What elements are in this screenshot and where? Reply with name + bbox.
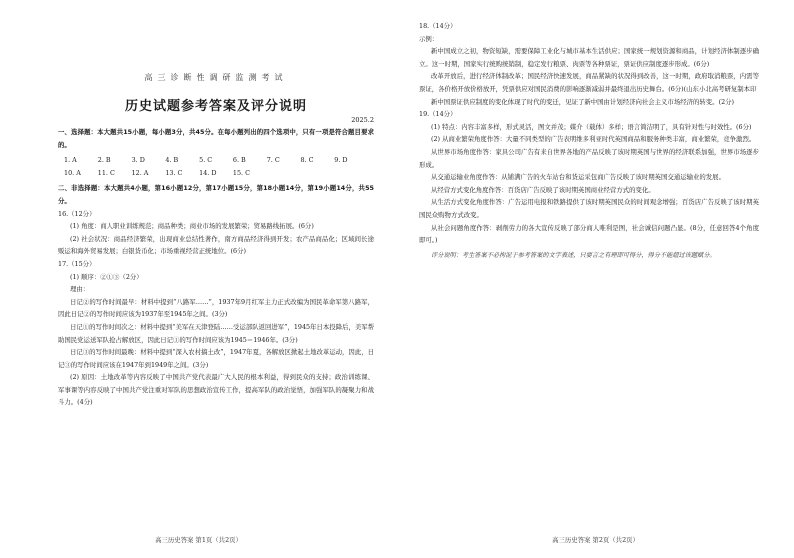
question-16-title: 16.（12分） — [58, 209, 96, 218]
section-1-title: 一、选择题：本大题共15小题，每小题3分，共45分。在每小题列出的四个选项中，只有一项是符合题目要求的。 — [58, 128, 374, 149]
mc-answer: 9. D — [334, 156, 348, 165]
question-19-answer-2: (2) 从商业繁荣角度作答：大量不同类型的广告表明维多利亚时代英国商品和服务种类丰富，商业繁荣，竞争激烈。 — [431, 135, 756, 144]
page-2-content — [419, 20, 759, 262]
question-17-answer-2: (2) 原因：土地改革等内容反映了中国共产党代表最广大人民的根本利益，得到民众的支持；政治训练课、军事课等内容反映了中国共产党注重对军队的思想政治宣传工作，提高军队的政治觉悟，加强军队的凝聚力和战斗力。(4分) — [58, 373, 374, 407]
question-17-reason-2: 日记①的写作时间次之：材料中提到“美军在天津登陆……受运部队返回进军”，1945年日本投降后，美军帮助国民党运送军队抢占解放区，因此日记①的写作时间应该为1945＝1946年。(3分) — [58, 322, 374, 344]
question-18-paragraph-1: 新中国成立之初，物资短缺，需要保障工业化与城市基本生活供应；国家统一规划资源和商品，计划经济体制逐步确立。这一时期，国家实行统购统销制，稳定发行粮票、肉票等各种票证，票证供应制度逐步形成。(6分) — [419, 47, 759, 68]
document-title: 历史试题参考答案及评分说明 — [124, 99, 307, 114]
document-date: 2025.2 — [351, 116, 374, 124]
question-16-answer-2: (2) 社会状况：商品经济繁荣，出现商业总结性著作，南方商品经济得到开发；农产品商品化；区域间长途贩运和海外贸易发展；白银货币化；市场重视经营正统地位。(6分) — [58, 234, 374, 256]
question-19-angle-transport: 从交通运输业角度作答：从铺满广告的火车站台和货运采包商广告反映了该时期英国交通运输业的发展。 — [431, 173, 725, 182]
mc-answer-row-1 — [58, 154, 374, 167]
page-1-footer: 高三历史答案 第1页（共2页） — [155, 536, 242, 544]
scoring-note: 评分说明：考生答案不必拘泥于参考答案的文字表述，只要言之有理即可得分，得分不能超过该题赋分。 — [431, 251, 716, 259]
question-19-angle-lifestyle: 从生活方式变化角度作答：广告运用电报和铁路提供了该时期英国民众的时间观念增强；百货店广告反映了该时期英国民众购物方式改变。 — [419, 198, 759, 219]
question-19-angle-business-mode: 从经营方式变化角度作答：百货店广告反映了该时期英国商业经营方式的变化。 — [431, 185, 655, 194]
mc-answer: 11. C — [97, 168, 115, 177]
question-19-answer-1: (1) 特点：内容丰富多样，形式灵活，图文并茂；媒介（载体）多样；语言简洁明了，具有针对性与时效性。(6分) — [431, 122, 752, 131]
mc-answer: 6. B — [232, 156, 246, 165]
question-17-reason-label: 理由： — [70, 285, 90, 294]
mc-answer: 2. B — [97, 156, 111, 165]
question-18-example-label: 示例： — [419, 34, 439, 43]
mc-answer: 5. C — [199, 156, 213, 165]
question-17-reason-1: 日记②的写作时间最早：材料中提到“八路军……”，1937年9月红军主力正式改编为国民革命军第八路军，因此日记②的写作时间应该为1937年至1945年之间。(3分) — [58, 297, 374, 319]
mc-answer: 13. C — [165, 168, 183, 177]
mc-answer: 15. C — [232, 168, 250, 177]
question-19-angle-world-market: 从世界市场角度作答：家具公司广告有来自世界各地的产品反映了该时期英国与世界的经济联系加强，世界市场逐步形成。 — [419, 147, 759, 169]
question-17-title: 17.（15分） — [58, 259, 96, 268]
page-1-content — [58, 58, 374, 409]
mc-answer: 3. D — [131, 156, 145, 165]
mc-answer-row-2 — [58, 167, 374, 180]
section-2-title: 二、非选择题：本大题共4小题，第16小题12分，第17小题15分，第18小题14分，第19小题14分，共55分。 — [58, 184, 374, 205]
question-18-paragraph-2: 改革开放后，进行经济体制改革；国民经济快速发展，商品紧缺的状况得到改善，这一时期，政府取消粮票，内需等票证，各价格开放价格放开，凭票供应对国民消费的影响逐渐减弱并最终退出历史舞台。(6分)(山东小北高考研复制本印 — [419, 72, 759, 93]
question-18-title: 18.（14分） — [419, 22, 457, 30]
question-17-order: (1) 顺序：②①③（2分） — [70, 272, 143, 281]
question-19-angle-social-problem: 从社会问题角度作答：剥削劳力的各大宣传反映了部分商人唯利是图，社会诚信问题凸显。(8分，任意回答4个角度即可。) — [419, 223, 759, 245]
question-18-paragraph-3: 新中国票证供应制度的变化体现了时代的变迁，见证了新中国由计划经济向社会主义市场经济的转变。(2分) — [431, 97, 735, 106]
exam-header: 高三诊断性调研监测考试 — [144, 73, 288, 82]
question-16-answer-1: (1) 角度：商人职业训练规范；商品种类；商业市场的发展繁荣；贸易路线拓展。(6分) — [70, 222, 314, 231]
mc-answer: 4. B — [165, 156, 179, 165]
mc-answer: 10. A — [64, 168, 81, 177]
question-17-reason-3: 日记③的写作时间最晚：材料中提到“深入农村搞土改”，1947年夏，各解放区掀起土地改革运动，因此，日记③的写作时间应该在1947年到1949年之间。(3分) — [58, 348, 374, 369]
page-2-footer: 高三历史答案 第2页（共2页） — [552, 536, 639, 544]
mc-answer: 8. C — [300, 156, 314, 165]
mc-answer: 1. A — [64, 156, 77, 165]
answer-page-2 — [397, 0, 794, 558]
question-19-title: 19.（14分） — [419, 110, 457, 119]
mc-answer: 12. A — [131, 168, 149, 177]
mc-answer: 7. C — [266, 156, 280, 165]
mc-answer: 14. D — [199, 168, 217, 177]
